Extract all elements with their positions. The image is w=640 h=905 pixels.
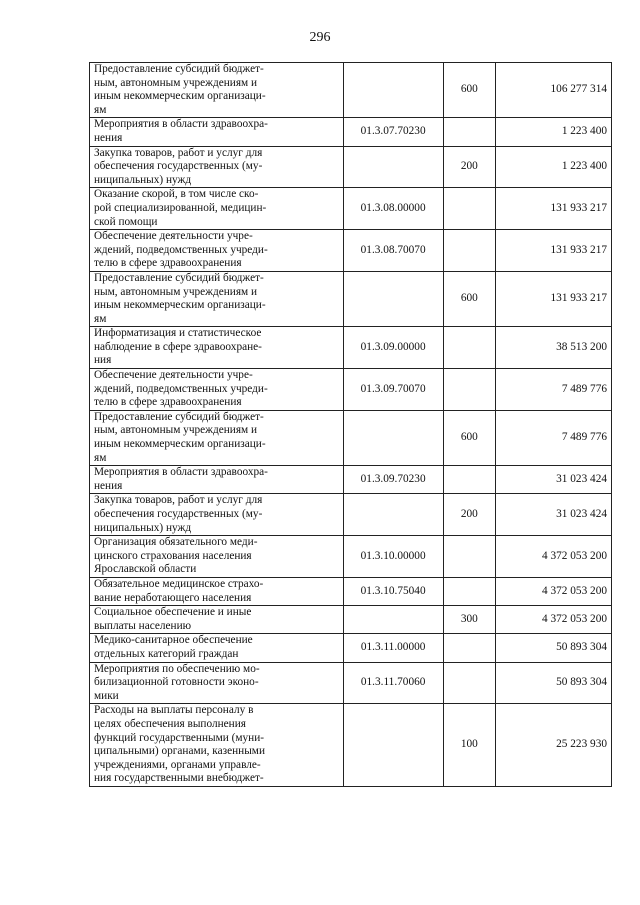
expense-name-line: отдельных категорий граждан: [94, 647, 239, 660]
expense-name-line: Мероприятия в области здравоохра-: [94, 466, 268, 479]
expense-name-line: ям: [94, 312, 107, 325]
amount-cell: 25 223 930: [495, 704, 611, 787]
table-row: [90, 704, 612, 787]
expense-name-cell: [90, 536, 344, 578]
amount-cell: 131 933 217: [495, 188, 611, 230]
target-article-code-cell: 01.3.10.75040: [343, 577, 443, 605]
expense-name-line: билизационной готовности эконо-: [94, 676, 259, 689]
expense-name-line: ния государственными внебюджет-: [94, 772, 264, 785]
target-article-code-cell: 01.3.11.00000: [343, 634, 443, 662]
amount-cell: 1 223 400: [495, 118, 611, 146]
expense-name-cell: [90, 606, 344, 634]
expense-type-cell: [443, 466, 495, 494]
expense-name-cell: [90, 577, 344, 605]
expense-name-line: ниципальных) нужд: [94, 521, 192, 534]
table-row: [90, 271, 612, 326]
amount-cell: 31 023 424: [495, 466, 611, 494]
expense-name-line: иным некоммерческим организаци-: [94, 299, 266, 312]
amount-cell: 1 223 400: [495, 146, 611, 188]
target-article-code-cell: [343, 63, 443, 118]
amount-cell: 106 277 314: [495, 63, 611, 118]
amount-cell: 7 489 776: [495, 410, 611, 465]
expense-name-cell: [90, 494, 344, 536]
expense-name-line: ным, автономным учреждениям и: [94, 76, 258, 89]
expense-name-line: Обеспечение деятельности учре-: [94, 369, 253, 382]
expense-name-line: Ярославской области: [94, 563, 197, 576]
expense-name-cell: [90, 188, 344, 230]
expense-name-line: нения: [94, 479, 123, 492]
expense-name-line: Мероприятия по обеспечению мо-: [94, 662, 260, 675]
table-row: [90, 662, 612, 704]
expense-name-line: Организация обязательного меди-: [94, 536, 258, 549]
expense-name-line: рой специализированной, медицин-: [94, 201, 267, 214]
amount-cell: 38 513 200: [495, 327, 611, 369]
expense-name-cell: [90, 410, 344, 465]
page-number: 296: [309, 30, 331, 45]
target-article-code-cell: [343, 271, 443, 326]
table-row: [90, 410, 612, 465]
expense-name-cell: [90, 466, 344, 494]
expense-name-cell: [90, 634, 344, 662]
expense-type-cell: [443, 118, 495, 146]
expense-name-cell: [90, 146, 344, 188]
expense-type-cell: [443, 662, 495, 704]
amount-cell: 4 372 053 200: [495, 606, 611, 634]
table-row: [90, 577, 612, 605]
expense-name-line: ния: [94, 354, 112, 367]
expense-type-cell: [443, 634, 495, 662]
target-article-code-cell: 01.3.08.70070: [343, 230, 443, 272]
expense-name-line: ждений, подведомственных учреди-: [94, 243, 268, 256]
table-row: [90, 146, 612, 188]
expense-name-line: обеспечения государственных (му-: [94, 160, 263, 173]
expense-name-line: ным, автономным учреждениям и: [94, 424, 258, 437]
expense-name-line: Закупка товаров, работ и услуг для: [94, 146, 263, 159]
target-article-code-cell: [343, 146, 443, 188]
expense-name-cell: [90, 118, 344, 146]
expense-name-line: Информатизация и статистическое: [94, 327, 262, 340]
amount-cell: 31 023 424: [495, 494, 611, 536]
expense-name-line: цинского страхования населения: [94, 549, 252, 562]
expense-name-line: вание неработающего населения: [94, 591, 252, 604]
target-article-code-cell: 01.3.10.00000: [343, 536, 443, 578]
table-row: [90, 536, 612, 578]
expense-name-line: иным некоммерческим организаци-: [94, 90, 266, 103]
expense-name-line: наблюдение в сфере здравоохране-: [94, 340, 262, 353]
budget-table: [89, 62, 612, 787]
target-article-code-cell: 01.3.08.00000: [343, 188, 443, 230]
expense-name-line: телю в сфере здравоохранения: [94, 396, 242, 409]
expense-name-line: Мероприятия в области здравоохра-: [94, 118, 268, 131]
expense-type-cell: 200: [443, 146, 495, 188]
target-article-code-cell: 01.3.11.70060: [343, 662, 443, 704]
expense-type-cell: [443, 230, 495, 272]
table-row: [90, 369, 612, 411]
table-row: [90, 230, 612, 272]
amount-cell: 4 372 053 200: [495, 536, 611, 578]
expense-type-cell: [443, 577, 495, 605]
expense-type-cell: [443, 327, 495, 369]
expense-name-line: ниципальных) нужд: [94, 173, 192, 186]
expense-name-line: ным, автономным учреждениям и: [94, 285, 258, 298]
expense-name-cell: [90, 63, 344, 118]
amount-cell: 50 893 304: [495, 634, 611, 662]
table-row: [90, 63, 612, 118]
amount-cell: 131 933 217: [495, 271, 611, 326]
expense-name-line: учреждениями, органами управле-: [94, 758, 261, 771]
expense-name-line: мики: [94, 689, 119, 702]
table-row: [90, 327, 612, 369]
amount-cell: 50 893 304: [495, 662, 611, 704]
budget-table-body: [90, 63, 612, 787]
expense-type-cell: [443, 536, 495, 578]
expense-type-cell: 300: [443, 606, 495, 634]
expense-name-line: Расходы на выплаты персоналу в: [94, 704, 254, 717]
expense-name-line: Обеспечение деятельности учре-: [94, 230, 253, 243]
expense-name-line: ской помощи: [94, 215, 158, 228]
table-row: [90, 634, 612, 662]
target-article-code-cell: [343, 704, 443, 787]
expense-name-line: нения: [94, 131, 123, 144]
expense-name-cell: [90, 369, 344, 411]
target-article-code-cell: 01.3.09.70230: [343, 466, 443, 494]
expense-name-cell: [90, 704, 344, 787]
target-article-code-cell: 01.3.07.70230: [343, 118, 443, 146]
expense-name-line: иным некоммерческим организаци-: [94, 438, 266, 451]
expense-name-line: Обязательное медицинское страхо-: [94, 577, 264, 590]
amount-cell: 4 372 053 200: [495, 577, 611, 605]
expense-name-line: выплаты населению: [94, 619, 192, 632]
expense-name-line: Закупка товаров, работ и услуг для: [94, 494, 263, 507]
expense-type-cell: 600: [443, 271, 495, 326]
target-article-code-cell: [343, 410, 443, 465]
expense-name-line: ждений, подведомственных учреди-: [94, 382, 268, 395]
expense-type-cell: 200: [443, 494, 495, 536]
expense-name-cell: [90, 662, 344, 704]
target-article-code-cell: [343, 606, 443, 634]
expense-name-cell: [90, 327, 344, 369]
table-row: [90, 606, 612, 634]
expense-name-line: Предоставление субсидий бюджет-: [94, 410, 264, 423]
expense-name-line: Оказание скорой, в том числе ско-: [94, 188, 259, 201]
expense-name-line: ям: [94, 451, 107, 464]
table-row: [90, 466, 612, 494]
table-row: [90, 118, 612, 146]
target-article-code-cell: 01.3.09.70070: [343, 369, 443, 411]
expense-type-cell: [443, 369, 495, 411]
expense-name-cell: [90, 230, 344, 272]
table-row: [90, 494, 612, 536]
expense-name-line: Медико-санитарное обеспечение: [94, 634, 253, 647]
expense-name-line: ям: [94, 103, 107, 116]
expense-name-line: Предоставление субсидий бюджет-: [94, 63, 264, 75]
amount-cell: 131 933 217: [495, 230, 611, 272]
expense-type-cell: 100: [443, 704, 495, 787]
expense-name-cell: [90, 271, 344, 326]
expense-name-line: Предоставление субсидий бюджет-: [94, 271, 264, 284]
expense-name-line: обеспечения государственных (му-: [94, 508, 263, 520]
expense-type-cell: 600: [443, 410, 495, 465]
target-article-code-cell: [343, 494, 443, 536]
expense-type-cell: 600: [443, 63, 495, 118]
expense-name-line: телю в сфере здравоохранения: [94, 257, 242, 270]
expense-name-line: целях обеспечения выполнения: [94, 717, 246, 730]
expense-name-line: функций государственными (муни-: [94, 731, 265, 744]
expense-name-line: Социальное обеспечение и иные: [94, 606, 252, 619]
expense-type-cell: [443, 188, 495, 230]
table-row: [90, 188, 612, 230]
target-article-code-cell: 01.3.09.00000: [343, 327, 443, 369]
expense-name-line: ципальными) органами, казенными: [94, 745, 265, 758]
amount-cell: 7 489 776: [495, 369, 611, 411]
